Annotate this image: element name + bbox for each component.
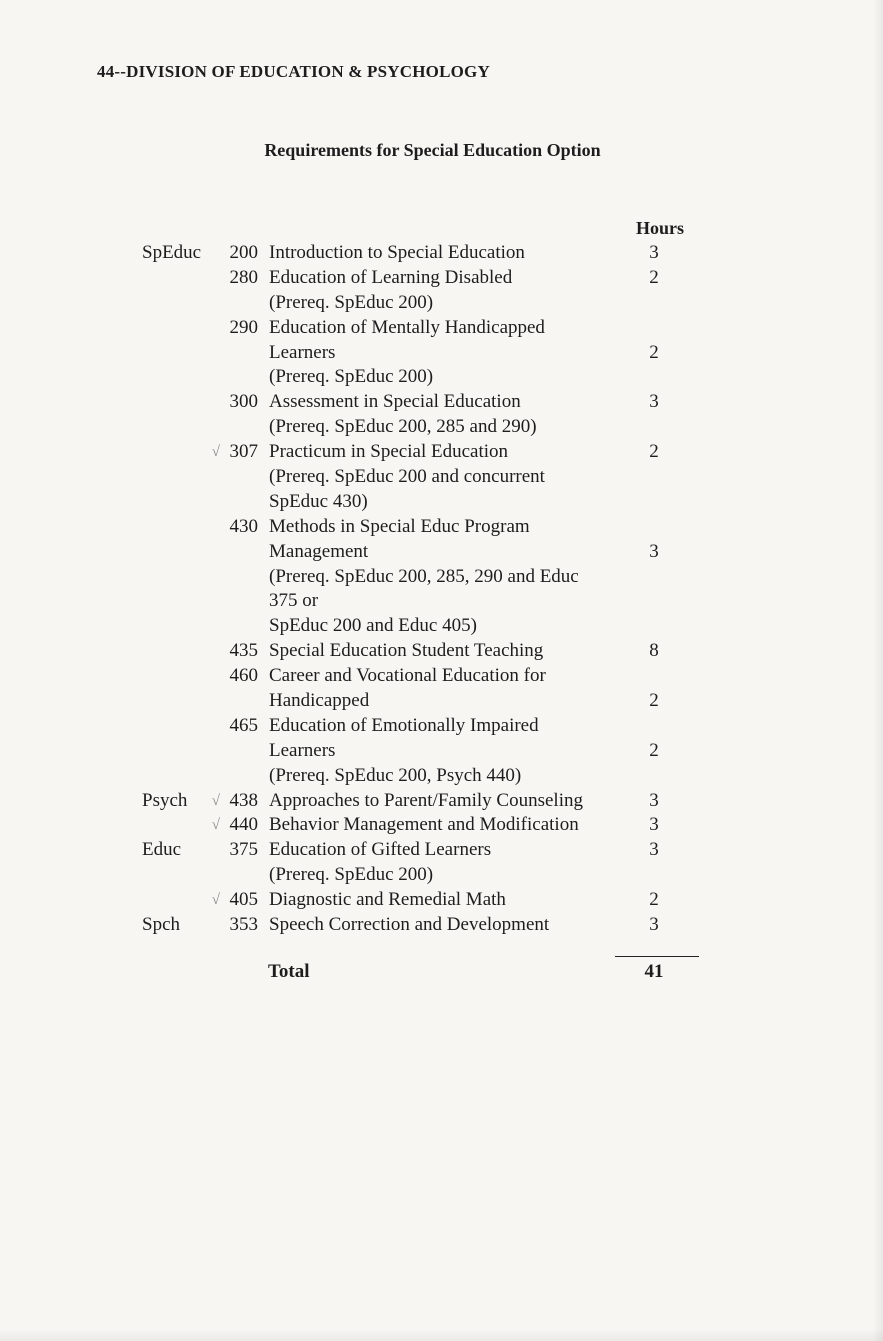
- course-number: 353: [229, 914, 258, 936]
- course-description: Management: [269, 540, 369, 562]
- table-row: [0, 515, 883, 540]
- course-description: Learners: [269, 739, 336, 761]
- course-hours: 8: [649, 640, 659, 662]
- course-description: 375 or: [269, 590, 319, 612]
- course-number: 290: [229, 316, 258, 338]
- course-number: 440: [229, 814, 258, 836]
- course-description: Speech Correction and Development: [269, 914, 550, 936]
- course-hours: 2: [649, 690, 659, 712]
- table-row: [0, 291, 883, 316]
- table-row: [0, 365, 883, 390]
- table-row: [0, 739, 883, 764]
- title-text: Requirements for Special Education Option: [264, 140, 601, 160]
- table-row: [0, 465, 883, 490]
- course-number: 200: [229, 242, 258, 263]
- course-table: [0, 241, 883, 938]
- course-description: Education of Learning Disabled: [269, 266, 513, 288]
- check-mark-icon: √: [211, 817, 220, 834]
- course-hours: 3: [649, 789, 659, 811]
- course-hours: 2: [649, 739, 659, 761]
- course-number: 438: [229, 789, 258, 811]
- course-department: Psych: [142, 789, 188, 811]
- course-description: Education of Emotionally Impaired: [269, 714, 539, 736]
- page-bottom-shadow: [0, 1329, 883, 1341]
- table-row: [0, 490, 883, 515]
- check-mark-icon: √: [211, 792, 220, 809]
- course-hours: 3: [649, 839, 659, 861]
- course-department: Spch: [142, 914, 180, 936]
- table-row: [0, 440, 883, 465]
- course-description: Learners: [269, 341, 336, 363]
- course-description: (Prereq. SpEduc 200): [269, 366, 434, 388]
- course-number: 307: [229, 441, 258, 463]
- course-description: Methods in Special Educ Program: [269, 515, 530, 537]
- course-description: Practicum in Special Education: [269, 441, 509, 463]
- table-row: [0, 639, 883, 664]
- course-description: Handicapped: [269, 690, 370, 712]
- course-department: SpEduc: [142, 242, 202, 263]
- course-hours: 2: [649, 889, 659, 911]
- total-value: 41: [644, 961, 664, 982]
- course-hours: 2: [649, 441, 659, 463]
- course-number: 465: [229, 714, 258, 736]
- course-description: Career and Vocational Education for: [269, 665, 546, 687]
- table-row: [0, 341, 883, 366]
- course-description: (Prereq. SpEduc 200, 285 and 290): [269, 416, 537, 438]
- course-description: SpEduc 430): [269, 490, 368, 512]
- course-number: 375: [229, 839, 258, 861]
- total-label: Total: [268, 961, 310, 982]
- course-description: Education of Gifted Learners: [269, 839, 492, 861]
- course-number: 460: [229, 665, 258, 687]
- course-description: (Prereq. SpEduc 200): [269, 864, 434, 886]
- table-row: [0, 714, 883, 739]
- course-hours: 3: [649, 391, 659, 413]
- course-description: (Prereq. SpEduc 200): [269, 291, 434, 313]
- course-description: Assessment in Special Education: [269, 391, 521, 413]
- course-description: (Prereq. SpEduc 200, 285, 290 and Educ: [269, 565, 579, 587]
- table-row: [0, 664, 883, 689]
- page-title: [0, 140, 883, 161]
- check-mark-icon: √: [211, 892, 220, 909]
- table-row: [0, 689, 883, 714]
- course-description: (Prereq. SpEduc 200 and concurrent: [269, 466, 545, 488]
- course-number: 430: [229, 515, 258, 537]
- table-row: [0, 241, 883, 266]
- table-row: [0, 838, 883, 863]
- table-row: [0, 589, 883, 614]
- table-row: [0, 316, 883, 341]
- table-row: [0, 266, 883, 291]
- course-description: Education of Mentally Handicapped: [269, 316, 545, 338]
- check-mark-icon: √: [211, 444, 220, 461]
- course-description: (Prereq. SpEduc 200, Psych 440): [269, 764, 522, 786]
- table-row: [0, 415, 883, 440]
- course-number: 435: [229, 640, 258, 662]
- page-edge-shadow: [873, 0, 883, 1341]
- course-hours: 3: [649, 242, 659, 263]
- course-number: 280: [229, 266, 258, 288]
- table-row: [0, 789, 883, 814]
- table-row: [0, 540, 883, 565]
- table-row: [0, 390, 883, 415]
- course-hours: 2: [649, 266, 659, 288]
- table-row: [0, 863, 883, 888]
- course-description: Behavior Management and Modification: [269, 814, 579, 836]
- table-row: [0, 913, 883, 938]
- course-description: Introduction to Special Education: [269, 242, 525, 263]
- course-description: SpEduc 200 and Educ 405): [269, 615, 477, 637]
- table-row: [0, 813, 883, 838]
- course-description: Diagnostic and Remedial Math: [269, 889, 506, 911]
- course-hours: 3: [649, 540, 659, 562]
- course-description: Special Education Student Teaching: [269, 640, 544, 662]
- course-hours: 3: [649, 814, 659, 836]
- course-hours: 2: [649, 341, 659, 363]
- course-department: Educ: [142, 839, 182, 861]
- course-number: 405: [229, 889, 258, 911]
- course-hours: 3: [649, 914, 659, 936]
- hours-column-header: Hours: [635, 218, 684, 238]
- table-row: [0, 614, 883, 639]
- course-number: 300: [229, 391, 258, 413]
- table-row: [0, 888, 883, 913]
- table-row: [0, 565, 883, 590]
- course-description: Approaches to Parent/Family Counseling: [269, 789, 583, 811]
- total-rule: [615, 956, 699, 957]
- running-head: 44--DIVISION OF EDUCATION & PSYCHOLOGY: [97, 62, 490, 81]
- table-row: [0, 764, 883, 789]
